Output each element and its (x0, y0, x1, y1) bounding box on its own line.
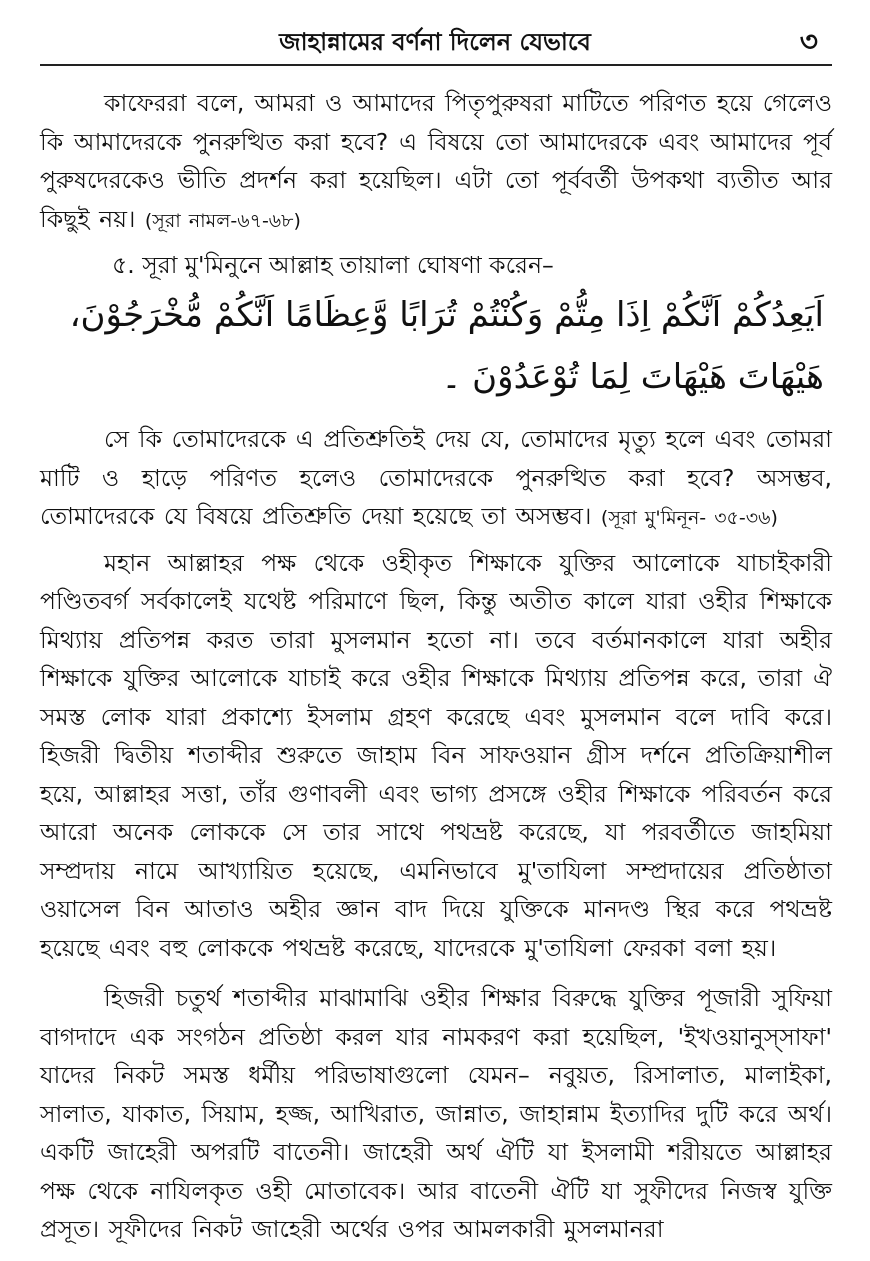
header-rule (40, 64, 832, 66)
page-body (40, 84, 832, 1249)
running-title: জাহান্নামের বর্ণনা দিলেন যেভাবে (279, 28, 591, 56)
arabic-verse-line-1: اَيَعِدُكُمْ اَنَّكُمْ اِذَا مِتُّمْ وَكُنْتُمْ تُرَابًا وَّعِظَامًا اَنَّكُمْ مُّخْرَجُوْنَ، (69, 295, 824, 335)
page-header (0, 22, 870, 66)
arabic-verse-line-2: هَيْهَاتَ هَيْهَاتَ لِمَا تُوْعَدُوْنَ ۔ (441, 357, 824, 397)
ayah-intro: ৫. সূরা মু'মিনুনে আল্লাহ তায়ালা ঘোষণা করেন– (112, 251, 554, 279)
paragraph-1 (40, 84, 832, 240)
paragraph-1-citation: (সূরা নামল-৬৭-৬৮) (144, 209, 301, 232)
paragraph-3: মহান আল্লাহর পক্ষ থেকে ওহীকৃত শিক্ষাকে যুক্তির আলোকে যাচাইকারী পণ্ডিতবর্গ সর্বকালেই যথেষ্ট পরিমাণে ছিল, কিন্তু অতীত কালে যারা ওহীর শিক্ষাকে মিথ্যায় প্রতিপন্ন করত তারা মুসলমান হতো না। তবে বর্তমানকালে যারা অহীর শিক্ষাকে যুক্তির আলোকে যাচাই করে ওহীর শিক্ষাকে মিথ্যায় প্রতিপন্ন করে, তারা ঐ সমস্ত লোক যারা প্রকাশ্যে ইসলাম গ্রহণ করেছে এবং মুসলমান বলে দাবি করে। হিজরী দ্বিতীয় শতাব্দীর শুরুতে জাহাম বিন সাফওয়ান গ্রীস দর্শনে প্রতিক্রিয়াশীল হয়ে, আল্লাহর সত্তা, তাঁর গুণাবলী এবং ভাগ্য প্রসঙ্গে ওহীর শিক্ষাকে পরিবর্তন করে আরো অনেক লোককে সে তার সাথে পথভ্রষ্ট করেছে, যা পরবর্তীতে জাহমিয়া সম্প্রদায় নামে আখ্যায়িত হয়েছে, এমনিভাবে মু'তাযিলা সম্প্রদায়ের প্রতিষ্ঠাতা ওয়াসেল বিন আতাও অহীর জ্ঞান বাদ দিয়ে যুক্তিকে মানদণ্ড স্থির করে পথভ্রষ্ট হয়েছে এবং বহু লোককে পথভ্রষ্ট করেছে, যাদেরকে মু'তাযিলা ফেরকা বলা হয়। (40, 548, 832, 962)
paragraph-2 (40, 420, 832, 538)
paragraph-2-text: সে কি তোমাদেরকে এ প্রতিশ্রুতিই দেয় যে, তোমাদের মৃত্যু হলে এবং তোমরা মাটি ও হাড়ে পরিণত হলেও তোমাদেরকে পুনরুত্থিত করা হবে? অসম্ভব, তোমাদেরকে যে বিষয়ে প্রতিশ্রুতি দেয়া হয়েছে তা অসম্ভব। (40, 425, 832, 530)
page-number: ৩ (799, 25, 818, 58)
paragraph-4: হিজরী চতুর্থ শতাব্দীর মাঝামাঝি ওহীর শিক্ষার বিরুদ্ধে যুক্তির পূজারী সুফিয়া বাগদাদে এক সংগঠন প্রতিষ্ঠা করল যার নামকরণ করা হয়েছিল, 'ইখওয়ানুস্সাফা' যাদের নিকট সমস্ত ধর্মীয় পরিভাষাগুলো যেমন– নবুয়ত, রিসালাত, মালাইকা, সালাত, যাকাত, সিয়াম, হজ্জ, আখিরাত, জান্নাত, জাহান্নাম ইত্যাদির দুটি করে অর্থ। একটি জাহেরী অপরটি বাতেনী। জাহেরী অর্থ ঐটি যা ইসলামী শরীয়তে আল্লাহর পক্ষ থেকে নাযিলকৃত ওহী মোতাবেক। আর বাতেনী ঐটি যা সুফীদের নিজস্ব যুক্তি প্রসূত। সূফীদের নিকট জাহেরী অর্থের ওপর আমলকারী মুসলমানরা (40, 984, 832, 1243)
paragraph-2-citation: (সূরা মু'মিনূন- ৩৫-৩৬) (600, 507, 778, 529)
paragraph-1-text: কাফেররা বলে, আমরা ও আমাদের পিতৃপুরুষরা মাটিতে পরিণত হয়ে গেলেও কি আমাদেরকে পুনরুত্থিত করা হবে? এ বিষয়ে তো আমাদেরকে এবং আমাদের পূর্ব পুরুষদেরকেও ভীতি প্রদর্শন করা হয়েছিল। এটা তো পূর্ববর্তী উপকথা ব্যতীত আর কিছুই নয়। (40, 89, 832, 233)
